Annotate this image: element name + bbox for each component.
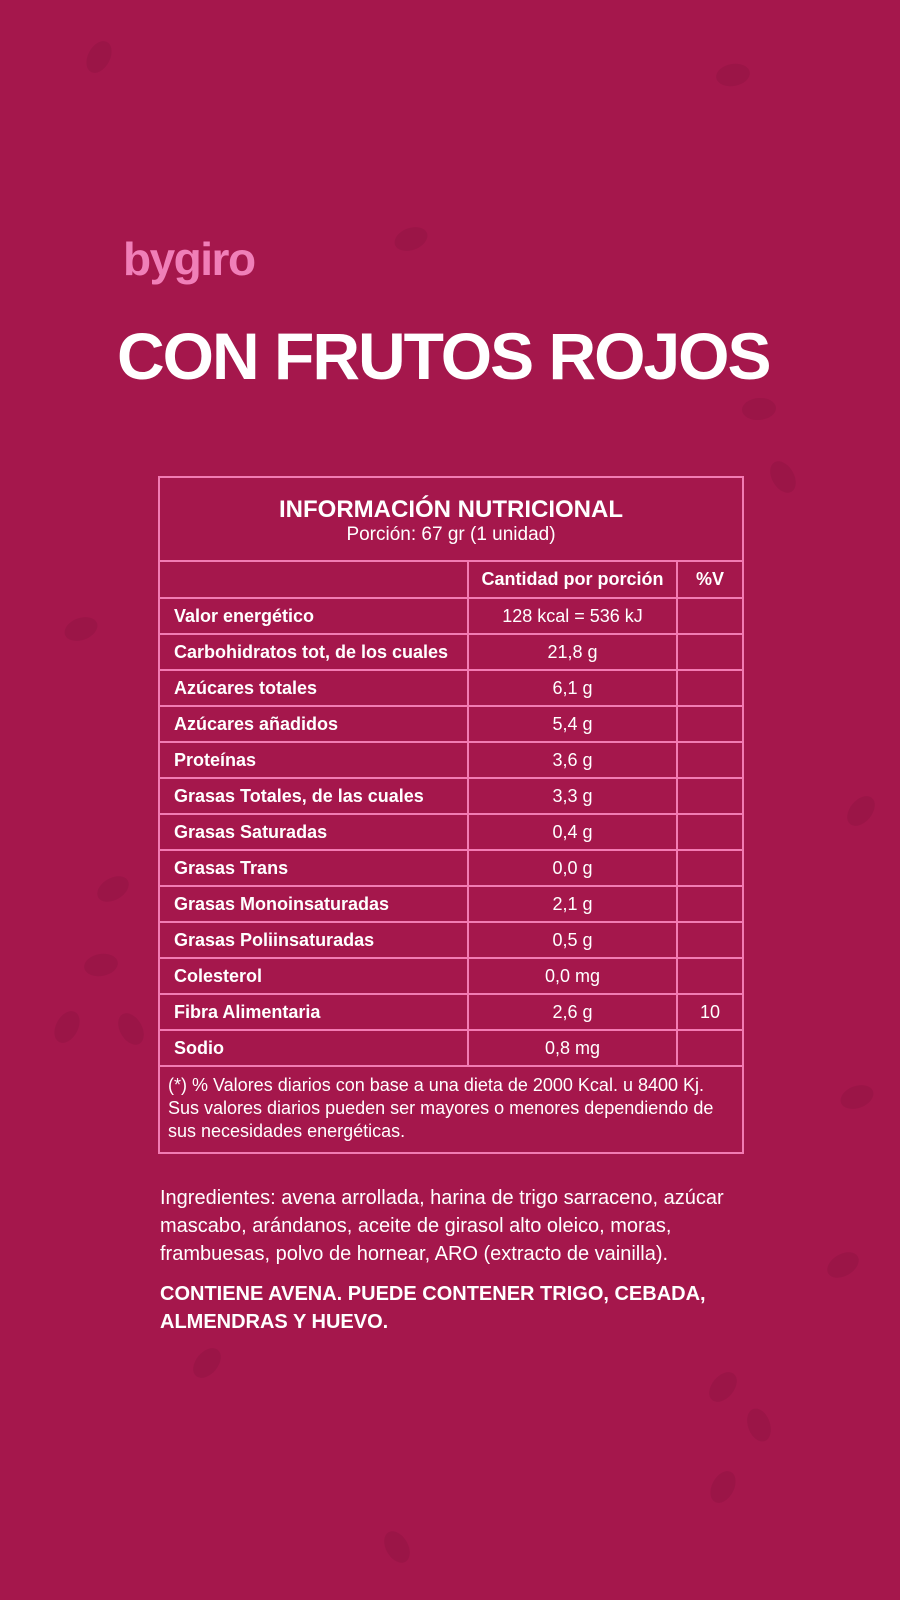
nutrient-amount: 2,1 g (468, 886, 677, 922)
nutrient-daily-value: 10 (677, 994, 742, 1030)
nutrient-daily-value (677, 778, 742, 814)
nutrient-daily-value (677, 598, 742, 634)
background-seed-decoration (82, 951, 119, 979)
nutrition-row (160, 778, 742, 814)
column-header-amount: Cantidad por porción (468, 562, 677, 598)
nutrient-name: Grasas Saturadas (160, 814, 468, 850)
nutrient-name: Carbohidratos tot, de los cuales (160, 634, 468, 670)
nutrient-name: Grasas Poliinsaturadas (160, 922, 468, 958)
nutrient-name: Azúcares totales (160, 670, 468, 706)
background-seed-decoration (113, 1009, 149, 1049)
nutrient-daily-value (677, 814, 742, 850)
background-seed-decoration (391, 223, 430, 255)
background-seed-decoration (61, 613, 100, 645)
product-title: CON FRUTOS ROJOS (117, 319, 770, 393)
daily-values-footnote: (*) % Valores diarios con base a una dieta de 2000 Kcal. u 8400 Kj. Sus valores diarios pueden ser mayores o menores dependiendo de sus necesidades energéticas. (168, 1075, 714, 1141)
nutrient-name: Grasas Monoinsaturadas (160, 886, 468, 922)
nutrition-row (160, 958, 742, 994)
column-header-daily-value: %V (677, 562, 742, 598)
serving-size: Porción: 67 gr (1 unidad) (346, 524, 556, 545)
background-seed-decoration (837, 1081, 876, 1113)
nutrient-name: Proteínas (160, 742, 468, 778)
nutrition-row (160, 850, 742, 886)
nutrition-row (160, 598, 742, 634)
background-seed-decoration (93, 871, 133, 907)
nutrient-amount: 0,4 g (468, 814, 677, 850)
background-seed-decoration (714, 61, 751, 89)
nutrition-row (160, 706, 742, 742)
background-seed-decoration (81, 37, 116, 77)
background-seed-decoration (741, 397, 777, 422)
nutrition-title: INFORMACIÓN NUTRICIONAL (279, 496, 623, 523)
nutrient-daily-value (677, 706, 742, 742)
nutrient-amount: 128 kcal = 536 kJ (468, 598, 677, 634)
background-seed-decoration (379, 1527, 415, 1567)
nutrition-column-headers (160, 562, 742, 598)
nutrient-daily-value (677, 922, 742, 958)
nutrient-daily-value (677, 634, 742, 670)
nutrition-facts-panel (158, 476, 744, 1154)
nutrition-row (160, 994, 742, 1030)
nutrient-amount: 5,4 g (468, 706, 677, 742)
nutrition-table (160, 562, 742, 1067)
nutrient-daily-value (677, 886, 742, 922)
background-seed-decoration (743, 1405, 775, 1444)
ingredients-text: Ingredientes: avena arrollada, harina de trigo sarraceno, azúcar mascabo, arándanos, aceite de girasol alto oleico, moras, frambuesas, polvo de hornear, ARO (extracto de vainilla). (160, 1187, 724, 1265)
nutrient-name: Grasas Trans (160, 850, 468, 886)
nutrition-header (160, 478, 742, 562)
background-seed-decoration (765, 457, 801, 497)
background-seed-decoration (49, 1007, 84, 1047)
nutrient-amount: 0,5 g (468, 922, 677, 958)
nutrient-amount: 3,6 g (468, 742, 677, 778)
nutrient-name: Valor energético (160, 598, 468, 634)
nutrient-name: Sodio (160, 1030, 468, 1066)
nutrient-amount: 21,8 g (468, 634, 677, 670)
background-seed-decoration (704, 1367, 743, 1407)
nutrient-amount: 6,1 g (468, 670, 677, 706)
nutrient-name: Grasas Totales, de las cuales (160, 778, 468, 814)
nutrition-row (160, 634, 742, 670)
nutrient-daily-value (677, 670, 742, 706)
brand-logo: bygiro (123, 233, 255, 285)
nutrition-row (160, 922, 742, 958)
nutrient-daily-value (677, 850, 742, 886)
nutrition-row (160, 1030, 742, 1066)
nutrient-name: Fibra Alimentaria (160, 994, 468, 1030)
nutrient-daily-value (677, 742, 742, 778)
nutrition-row (160, 670, 742, 706)
background-seed-decoration (188, 1343, 227, 1383)
background-seed-decoration (705, 1467, 740, 1507)
nutrient-name: Azúcares añadidos (160, 706, 468, 742)
nutrient-amount: 0,0 mg (468, 958, 677, 994)
nutrition-row (160, 886, 742, 922)
nutrient-daily-value (677, 958, 742, 994)
nutrient-amount: 2,6 g (468, 994, 677, 1030)
nutrient-name: Colesterol (160, 958, 468, 994)
nutrient-daily-value (677, 1030, 742, 1066)
background-seed-decoration (842, 791, 881, 831)
column-header-nutrient (160, 562, 468, 598)
allergen-warning: CONTIENE AVENA. PUEDE CONTENER TRIGO, CEBADA, ALMENDRAS Y HUEVO. (160, 1283, 706, 1333)
nutrient-amount: 3,3 g (468, 778, 677, 814)
nutrition-row (160, 814, 742, 850)
nutrient-amount: 0,8 mg (468, 1030, 677, 1066)
nutrition-row (160, 742, 742, 778)
background-seed-decoration (823, 1247, 863, 1283)
nutrient-amount: 0,0 g (468, 850, 677, 886)
